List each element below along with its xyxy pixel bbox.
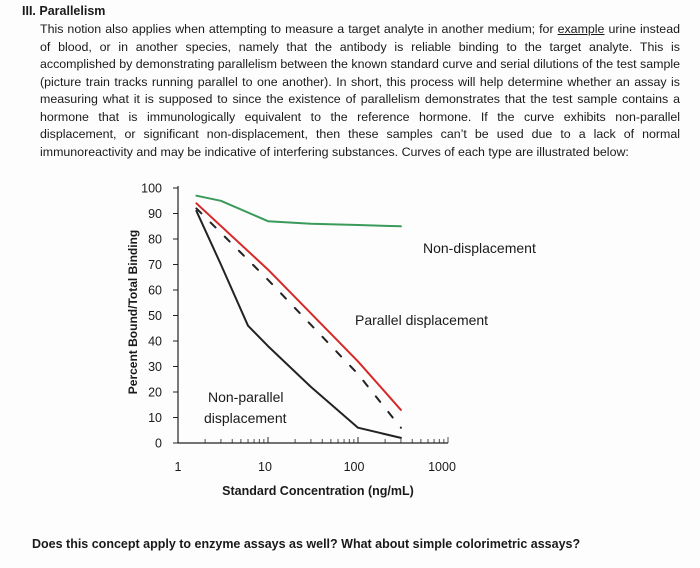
y-tick-label: 100 <box>141 181 162 196</box>
paragraph-text-start: This notion also applies when attempting to measure a target analyte in another medium; for <box>40 22 558 36</box>
y-tick-label: 0 <box>155 436 162 451</box>
x-tick-label: 100 <box>343 460 365 474</box>
y-tick-label: 20 <box>148 385 162 400</box>
series-line-1 <box>196 203 401 410</box>
y-axis-title: Percent Bound/Total Binding <box>126 229 140 395</box>
series-line-0 <box>196 196 401 227</box>
y-tick-label: 50 <box>148 309 162 323</box>
chart-labels <box>126 182 536 499</box>
y-tick-label: 80 <box>148 232 162 247</box>
example-link[interactable]: example <box>557 22 605 36</box>
x-tick-label: 1 <box>174 460 182 474</box>
y-tick-label: 40 <box>148 334 162 349</box>
y-tick-label: 90 <box>148 207 162 221</box>
y-tick-label: 70 <box>148 258 162 272</box>
y-tick-label: 30 <box>148 360 162 374</box>
x-axis-title: Standard Concentration (ng/mL) <box>222 484 414 498</box>
annotation-label: displacement <box>204 410 287 426</box>
question-text: Does this concept apply to enzyme assays as well? What about simple colorimetric assays? <box>32 537 581 551</box>
section-heading: III. Parallelism <box>22 4 106 18</box>
y-tick-label: 10 <box>148 411 162 425</box>
annotation-label: Parallel displacement <box>355 312 489 328</box>
y-tick-label: 60 <box>148 283 162 298</box>
annotation-label: Non-parallel <box>208 389 284 405</box>
paragraph-text-end: urine instead of blood, or in another species, namely that the antibody is reliable binding to the target analyte. This is accomplished by demonstrating parallelism between the known standard curve and serial dilutions of the test sample (picture train tracks running parallel to one another). In short, this process will help determine whether an assay is measuring what it is supposed to since the existence of parallelism demonstrates that the test sample contains a hormone that is immunologically equivalent to the reference hormone. If the curve exhibits non-parallel displacement, or significant non-displacement, then these samples can’t be used due to a lack of normal immunoreactivity and may be indicative of interfering substances. Curves of each type are illustrated below: <box>40 22 680 159</box>
x-tick-label: 10 <box>258 460 272 474</box>
x-tick-label: 1000 <box>428 460 456 474</box>
annotation-label: Non-displacement <box>423 240 536 256</box>
